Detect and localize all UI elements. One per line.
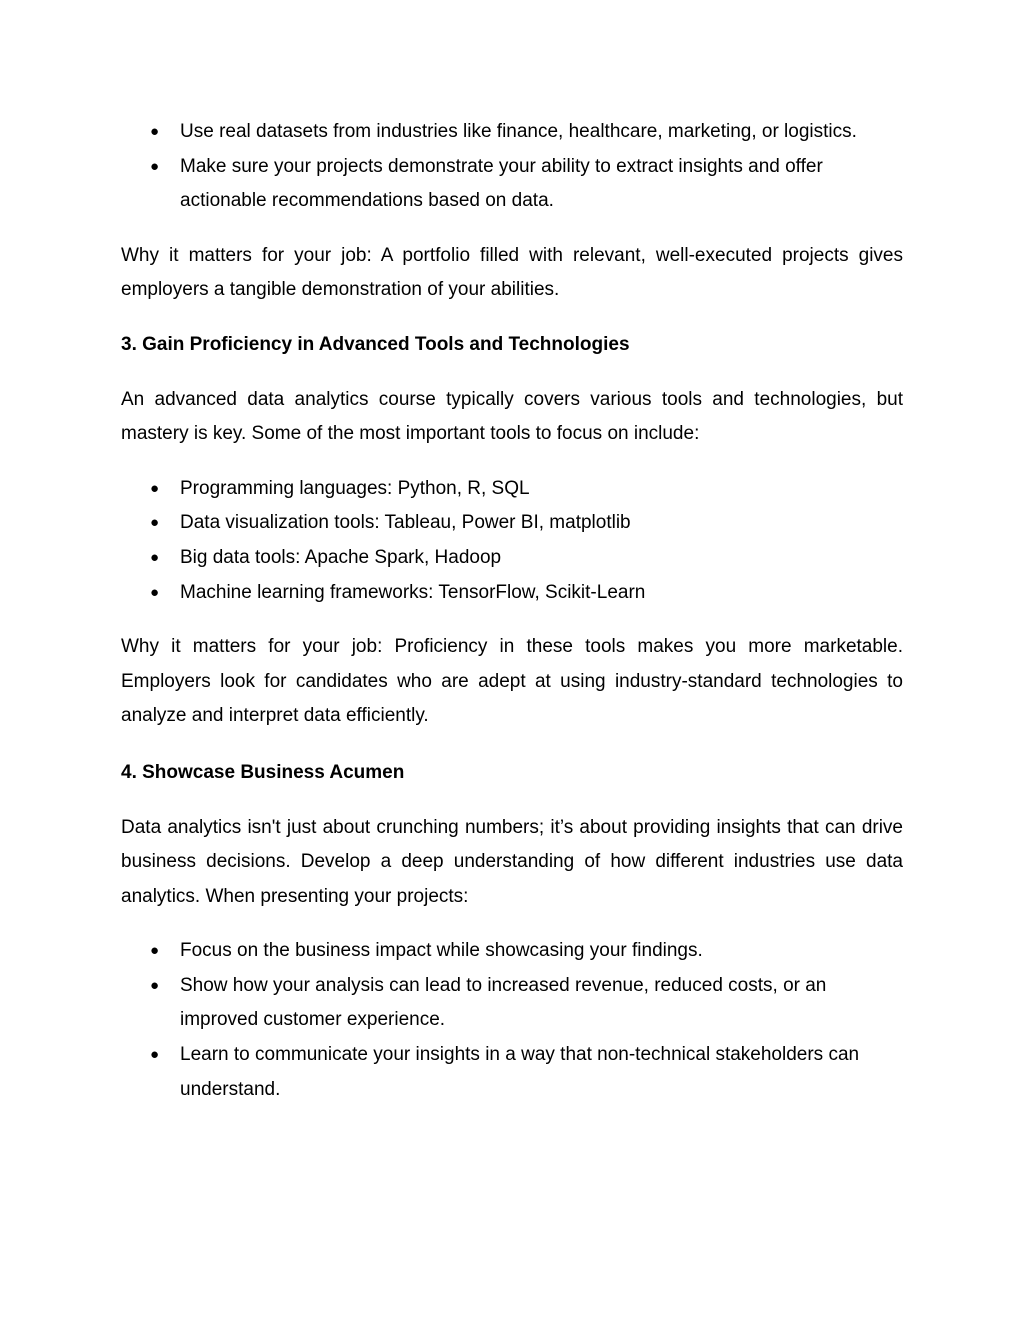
list-item-text: Show how your analysis can lead to increased revenue, reduced costs, or an improved customer experience.	[180, 974, 827, 1031]
section-3-heading: 3. Gain Proficiency in Advanced Tools and Technologies	[121, 333, 630, 355]
list-item-text: Focus on the business impact while showcasing your findings.	[180, 940, 703, 962]
list-item-text: Use real datasets from industries like finance, healthcare, marketing, or logistics.	[180, 121, 857, 142]
bullet-icon: ●	[150, 976, 160, 994]
tools-bullet-list	[121, 472, 903, 610]
list-item-text: Data visualization tools: Tableau, Power BI, matplotlib	[180, 512, 631, 534]
bullet-icon: ●	[150, 583, 160, 601]
section-4-paragraph: Data analytics isn't just about crunching numbers; it’s about providing insights that can drive business decisions. Develop a deep understanding of how different industries use data analytics. When presenting your projects:	[121, 816, 903, 907]
bullet-icon: ●	[150, 123, 160, 140]
list-item	[121, 472, 903, 507]
business-bullet-list	[121, 934, 903, 1107]
list-item-text: Programming languages: Python, R, SQL	[180, 477, 530, 499]
section-3-why-paragraph: Why it matters for your job: Proficiency in these tools makes you more marketable. Employers look for candidates who are adept at using industry-standard technologies to analyze and interpret data efficiently.	[121, 636, 903, 727]
list-item	[121, 506, 903, 541]
list-item-text: Big data tools: Apache Spark, Hadoop	[180, 546, 502, 568]
bullet-icon: ●	[150, 1046, 160, 1064]
list-item	[121, 576, 903, 611]
bullet-icon: ●	[150, 548, 160, 566]
why-it-matters-paragraph: Why it matters for your job: A portfolio filled with relevant, well-executed projects gives employers a tangible demonstration of your abilities.	[121, 244, 903, 301]
section-3-paragraph: An advanced data analytics course typically covers various tools and technologies, but mastery is key. Some of the most important tools to focus on include:	[121, 388, 903, 445]
bullet-icon: ●	[150, 514, 160, 532]
bullet-icon: ●	[150, 479, 160, 497]
list-item	[121, 1038, 903, 1107]
list-item-text: Machine learning frameworks: TensorFlow, Scikit-Learn	[180, 581, 646, 603]
list-item	[121, 541, 903, 576]
list-item-text: Learn to communicate your insights in a way that non-technical stakeholders can understand.	[180, 1044, 860, 1100]
section-4-heading: 4. Showcase Business Acumen	[121, 761, 405, 783]
document-body	[121, 115, 903, 1107]
list-item	[121, 969, 903, 1038]
bullet-icon: ●	[150, 157, 160, 175]
intro-bullet-list	[121, 115, 903, 219]
list-item-text: Make sure your projects demonstrate your ability to extract insights and offer actionable recommendations based on data.	[180, 155, 823, 212]
list-item	[121, 934, 903, 969]
list-item	[121, 115, 903, 150]
bullet-icon: ●	[150, 942, 160, 960]
list-item	[121, 150, 903, 219]
